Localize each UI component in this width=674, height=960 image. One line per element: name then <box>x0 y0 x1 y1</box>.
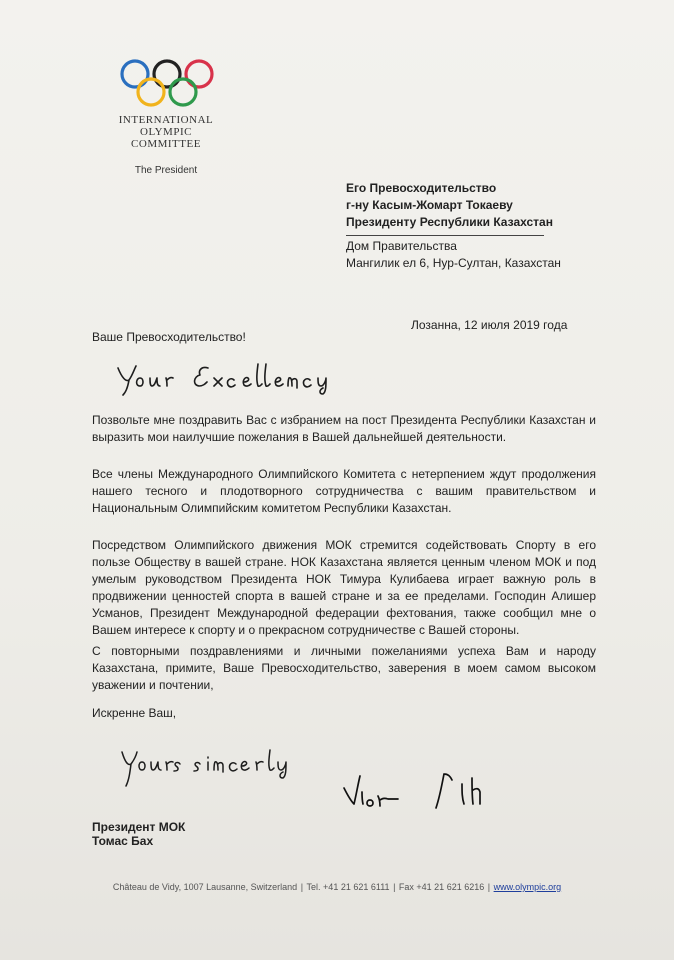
footer-tel: Tel. +41 21 621 6111 <box>306 882 390 892</box>
signer-title: Президент МОК <box>92 820 186 834</box>
signer-name: Томас Бах <box>92 834 154 848</box>
handwritten-greeting <box>114 360 354 396</box>
address-block <box>346 238 561 272</box>
footer <box>0 882 674 892</box>
org-name-line: OLYMPIC <box>140 126 192 138</box>
org-name-line: INTERNATIONAL <box>118 114 214 126</box>
paragraph: Позвольте мне поздравить Вас с избранием на пост Президента Республики Казахстан и выразить мои наилучшие пожелания в Вашей дальнейшей деятельности. <box>92 413 596 444</box>
ring-yellow <box>138 79 164 105</box>
salutation: Ваше Превосходительство! <box>92 330 246 344</box>
president-label: The President <box>134 165 198 176</box>
footer-separator: | <box>393 882 398 892</box>
footer-address: Château de Vidy, 1007 Lausanne, Switzerland <box>112 882 298 892</box>
ring-blue <box>122 61 148 87</box>
footer-website-link[interactable]: www.olympic.org <box>493 882 562 892</box>
address-line: Дом Правительства <box>346 239 457 253</box>
address-line: Мангилик ел 6, Нур-Султан, Казахстан <box>346 256 561 270</box>
paragraph: Все члены Международного Олимпийского Комитета с нетерпением ждут продолжения нашего тесного и плодотворного сотрудничества с вашим правительством и Национальным Олимпийским комитетом Республики Казахстан. <box>92 467 596 515</box>
ring-green <box>170 79 196 105</box>
date-line: Лозанна, 12 июля 2019 года <box>411 318 568 332</box>
olympic-rings-logo <box>118 58 216 110</box>
ring-black <box>154 61 180 87</box>
footer-separator: | <box>487 882 493 892</box>
footer-separator: | <box>300 882 306 892</box>
address-divider <box>346 235 544 236</box>
paragraph: С повторными поздравлениями и личными пожеланиями успеха Вам и народу Казахстана, примите, Ваше Превосходительство, заверения в моем самом высоком уважении и почтении, <box>92 644 596 692</box>
addressee-line: Президенту Республики Казахстан <box>346 215 553 229</box>
addressee-line: Его Превосходительство <box>346 181 497 195</box>
addressee-line: г-ну Касым-Жомарт Токаеву <box>346 198 513 212</box>
organization-name <box>100 114 232 150</box>
org-name-line: COMMITTEE <box>131 138 201 150</box>
handwritten-closing <box>118 748 314 790</box>
footer-fax: Fax +41 21 621 6216 <box>398 882 485 892</box>
ring-red <box>186 61 212 87</box>
addressee-block <box>346 180 553 231</box>
paragraph: Посредством Олимпийского движения МОК стремится содействовать Спорту в его пользе Обществу в вашей стране. НОК Казахстана является ценным членом МОК и под умелым руководством Президента НОК Тимура Кулибаева играет важную роль в продвижении ценностей спорта в вашей стране и за ее пределами. Господин Алишер Усманов, Президент Международной федерации фехтования, также сообщил мне о Вашем интересе к спорту и о прекрасном сотрудничестве с Вашей стороны. <box>92 538 596 637</box>
signer-block <box>92 820 185 848</box>
closing: Искренне Ваш, <box>92 706 177 720</box>
signature <box>340 770 526 814</box>
